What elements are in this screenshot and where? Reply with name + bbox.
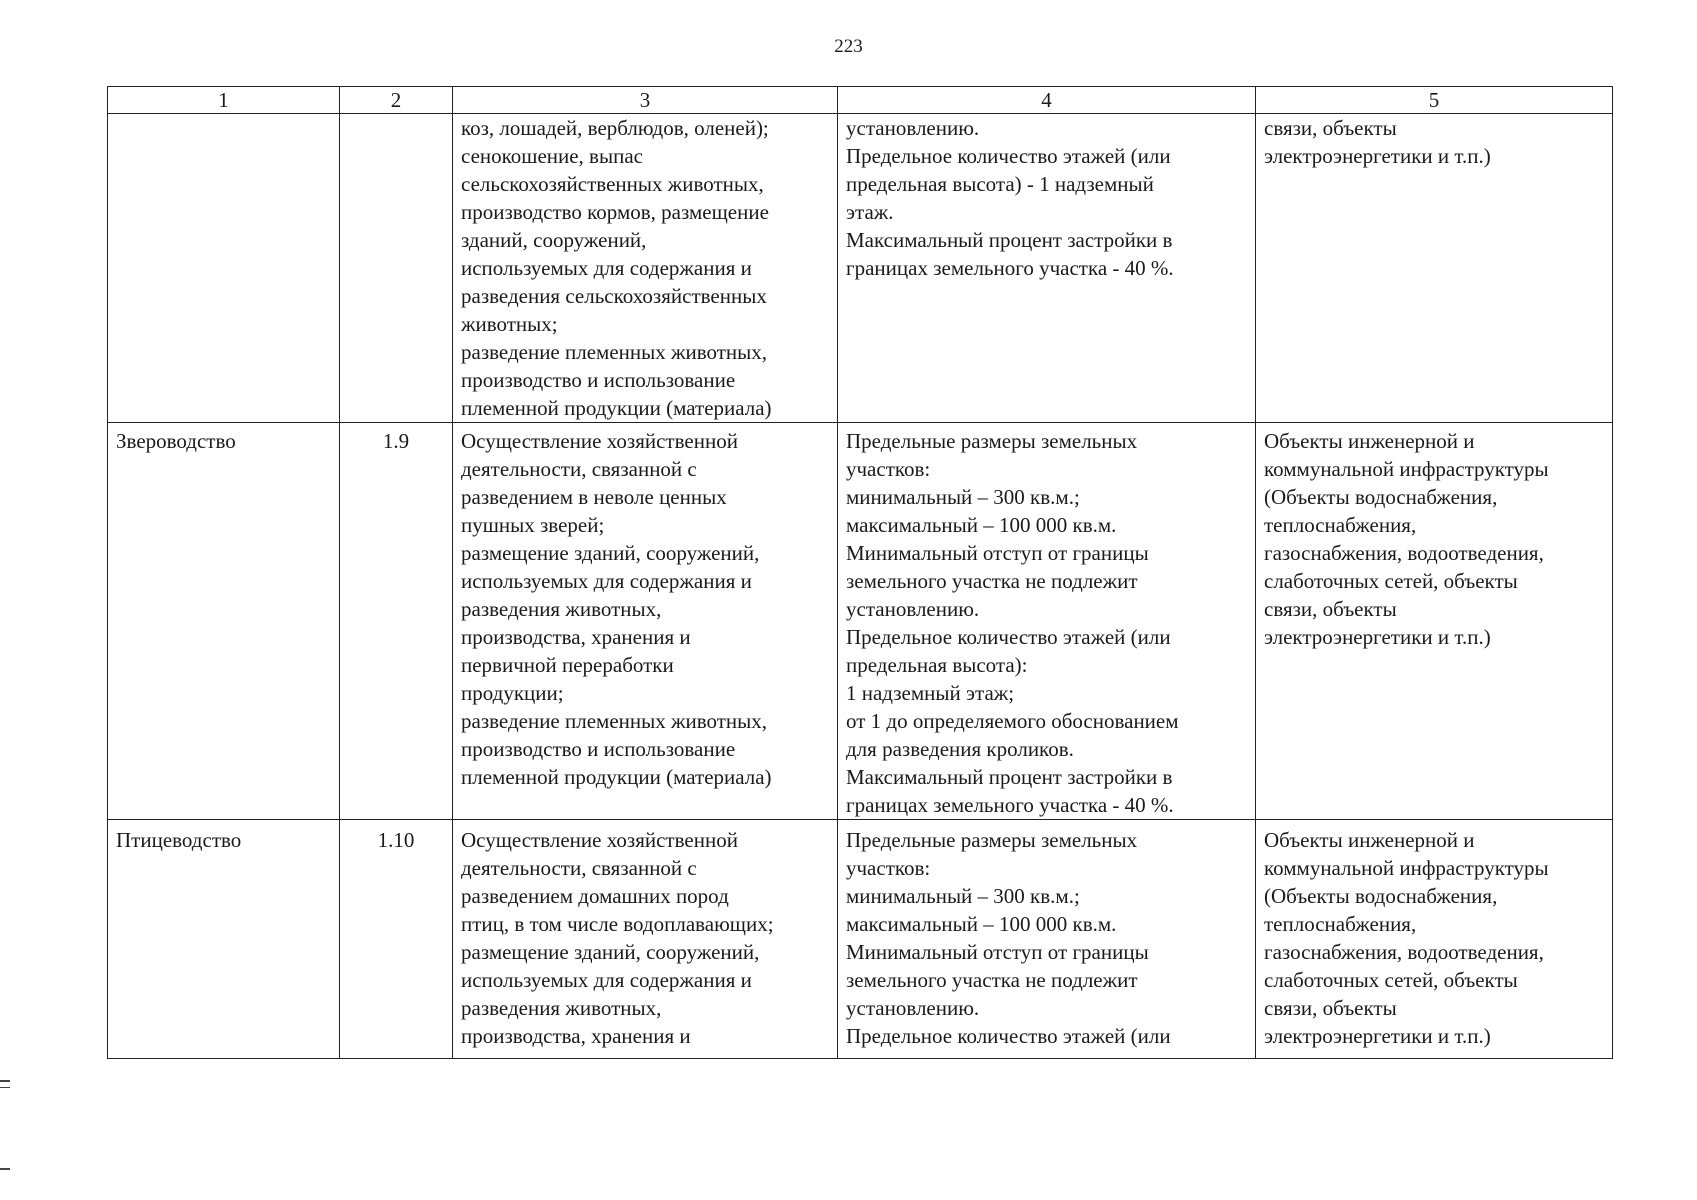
use-code-cell: 1.9 — [340, 423, 453, 820]
text-line: слаботочных сетей, объекты — [1264, 968, 1518, 992]
text-line: производство и использование — [461, 737, 736, 761]
text-line: Осуществление хозяйственной — [461, 828, 738, 852]
text-line: производство и использование — [461, 368, 736, 392]
text-line: земельного участка не подлежит — [846, 968, 1138, 992]
text-line: земельного участка не подлежит — [846, 569, 1138, 593]
text-line: Объекты инженерной и — [1264, 828, 1475, 852]
text-line: коммунальной инфраструктуры — [1264, 856, 1549, 880]
text-line: производства, хранения и — [461, 625, 691, 649]
parameters-cell — [838, 114, 1256, 423]
text-line: пушных зверей; — [461, 513, 605, 537]
use-name-cell: Звероводство — [108, 423, 340, 820]
text-line: Осуществление хозяйственной — [461, 429, 738, 453]
text-line: газоснабжения, водоотведения, — [1264, 940, 1544, 964]
text-line: для разведения кроликов. — [846, 737, 1074, 761]
text-line: животных; — [461, 312, 558, 336]
text-line: связи, объекты — [1264, 116, 1397, 140]
text-line: коммунальной инфраструктуры — [1264, 457, 1549, 481]
text-line: производство кормов, размещение — [461, 200, 769, 224]
text-line: 1 надземный этаж; — [846, 681, 1015, 705]
land-use-table — [107, 86, 1613, 1059]
text-line: связи, объекты — [1264, 597, 1397, 621]
parameters-cell — [838, 423, 1256, 820]
text-line: газоснабжения, водоотведения, — [1264, 541, 1544, 565]
text-line: Предельное количество этажей (или — [846, 625, 1171, 649]
parameters-cell — [838, 820, 1256, 1059]
description-cell — [453, 820, 838, 1059]
scan-edge-marks — [0, 1080, 10, 1175]
text-line: теплоснабжения, — [1264, 513, 1417, 537]
table-row-poultry-farming — [108, 820, 1613, 1059]
text-line: теплоснабжения, — [1264, 912, 1417, 936]
text-line: минимальный – 300 кв.м.; — [846, 884, 1080, 908]
text-line: племенной продукции (материала) — [461, 396, 772, 420]
text-line: сельскохозяйственных животных, — [461, 172, 764, 196]
use-code-cell — [340, 114, 453, 423]
text-line: производства, хранения и — [461, 1024, 691, 1048]
table-row-continuation — [108, 114, 1613, 423]
text-line: слаботочных сетей, объекты — [1264, 569, 1518, 593]
text-line: максимальный – 100 000 кв.м. — [846, 912, 1117, 936]
text-line: установлению. — [846, 116, 980, 140]
text-line: разведения животных, — [461, 597, 662, 621]
text-line: электроэнергетики и т.п.) — [1264, 1024, 1491, 1048]
text-line: Минимальный отступ от границы — [846, 940, 1149, 964]
text-line: границах земельного участка - 40 %. — [846, 793, 1174, 817]
text-line: птиц, в том числе водоплавающих; — [461, 912, 774, 936]
text-line: связи, объекты — [1264, 996, 1397, 1020]
text-line: (Объекты водоснабжения, — [1264, 485, 1498, 509]
text-line: Минимальный отступ от границы — [846, 541, 1149, 565]
text-line: от 1 до определяемого обоснованием — [846, 709, 1179, 733]
use-name-cell: Птицеводство — [108, 820, 340, 1059]
text-line: установлению. — [846, 597, 980, 621]
text-line: коз, лошадей, верблюдов, оленей); — [461, 116, 769, 140]
text-line: Предельное количество этажей (или — [846, 1024, 1171, 1048]
text-line: электроэнергетики и т.п.) — [1264, 625, 1491, 649]
text-line: продукции; — [461, 681, 564, 705]
text-line: разведения животных, — [461, 996, 662, 1020]
text-line: зданий, сооружений, — [461, 228, 647, 252]
text-line: разведения сельскохозяйственных — [461, 284, 767, 308]
text-line: предельная высота) - 1 надземный — [846, 172, 1154, 196]
text-line: электроэнергетики и т.п.) — [1264, 144, 1491, 168]
text-line: первичной переработки — [461, 653, 674, 677]
column-header-1: 1 — [108, 87, 340, 114]
scan-mark — [0, 1080, 10, 1082]
text-line: деятельности, связанной с — [461, 856, 697, 880]
text-line: участков: — [846, 856, 931, 880]
use-name-cell — [108, 114, 340, 423]
use-code-cell: 1.10 — [340, 820, 453, 1059]
text-line: разведением в неволе ценных — [461, 485, 727, 509]
text-line: используемых для содержания и — [461, 256, 752, 280]
page-number: 223 — [834, 36, 863, 57]
text-line: максимальный – 100 000 кв.м. — [846, 513, 1117, 537]
text-line: размещение зданий, сооружений, — [461, 541, 760, 565]
column-header-4: 4 — [838, 87, 1256, 114]
description-cell — [453, 114, 838, 423]
column-header-5: 5 — [1256, 87, 1613, 114]
text-line: границах земельного участка - 40 %. — [846, 256, 1174, 280]
infrastructure-cell — [1256, 114, 1613, 423]
text-line: Максимальный процент застройки в — [846, 765, 1173, 789]
text-line: Предельные размеры земельных — [846, 828, 1138, 852]
scan-mark — [0, 1168, 10, 1170]
text-line: минимальный – 300 кв.м.; — [846, 485, 1080, 509]
text-line: племенной продукции (материала) — [461, 765, 772, 789]
text-line: Объекты инженерной и — [1264, 429, 1475, 453]
text-line: (Объекты водоснабжения, — [1264, 884, 1498, 908]
text-line: используемых для содержания и — [461, 968, 752, 992]
column-header-3: 3 — [453, 87, 838, 114]
text-line: предельная высота): — [846, 653, 1028, 677]
description-cell — [453, 423, 838, 820]
table-row-fur-farming — [108, 423, 1613, 820]
text-line: участков: — [846, 457, 931, 481]
infrastructure-cell — [1256, 820, 1613, 1059]
scan-mark — [0, 1087, 10, 1089]
text-line: сенокошение, выпас — [461, 144, 643, 168]
text-line: деятельности, связанной с — [461, 457, 697, 481]
text-line: разведение племенных животных, — [461, 340, 768, 364]
text-line: Максимальный процент застройки в — [846, 228, 1173, 252]
text-line: размещение зданий, сооружений, — [461, 940, 760, 964]
infrastructure-cell — [1256, 423, 1613, 820]
text-line: используемых для содержания и — [461, 569, 752, 593]
column-header-2: 2 — [340, 87, 453, 114]
text-line: разведение племенных животных, — [461, 709, 768, 733]
text-line: Предельные размеры земельных — [846, 429, 1138, 453]
text-line: Предельное количество этажей (или — [846, 144, 1171, 168]
text-line: этаж. — [846, 200, 894, 224]
table-header-row — [108, 87, 1613, 114]
text-line: установлению. — [846, 996, 980, 1020]
text-line: разведением домашних пород — [461, 884, 729, 908]
